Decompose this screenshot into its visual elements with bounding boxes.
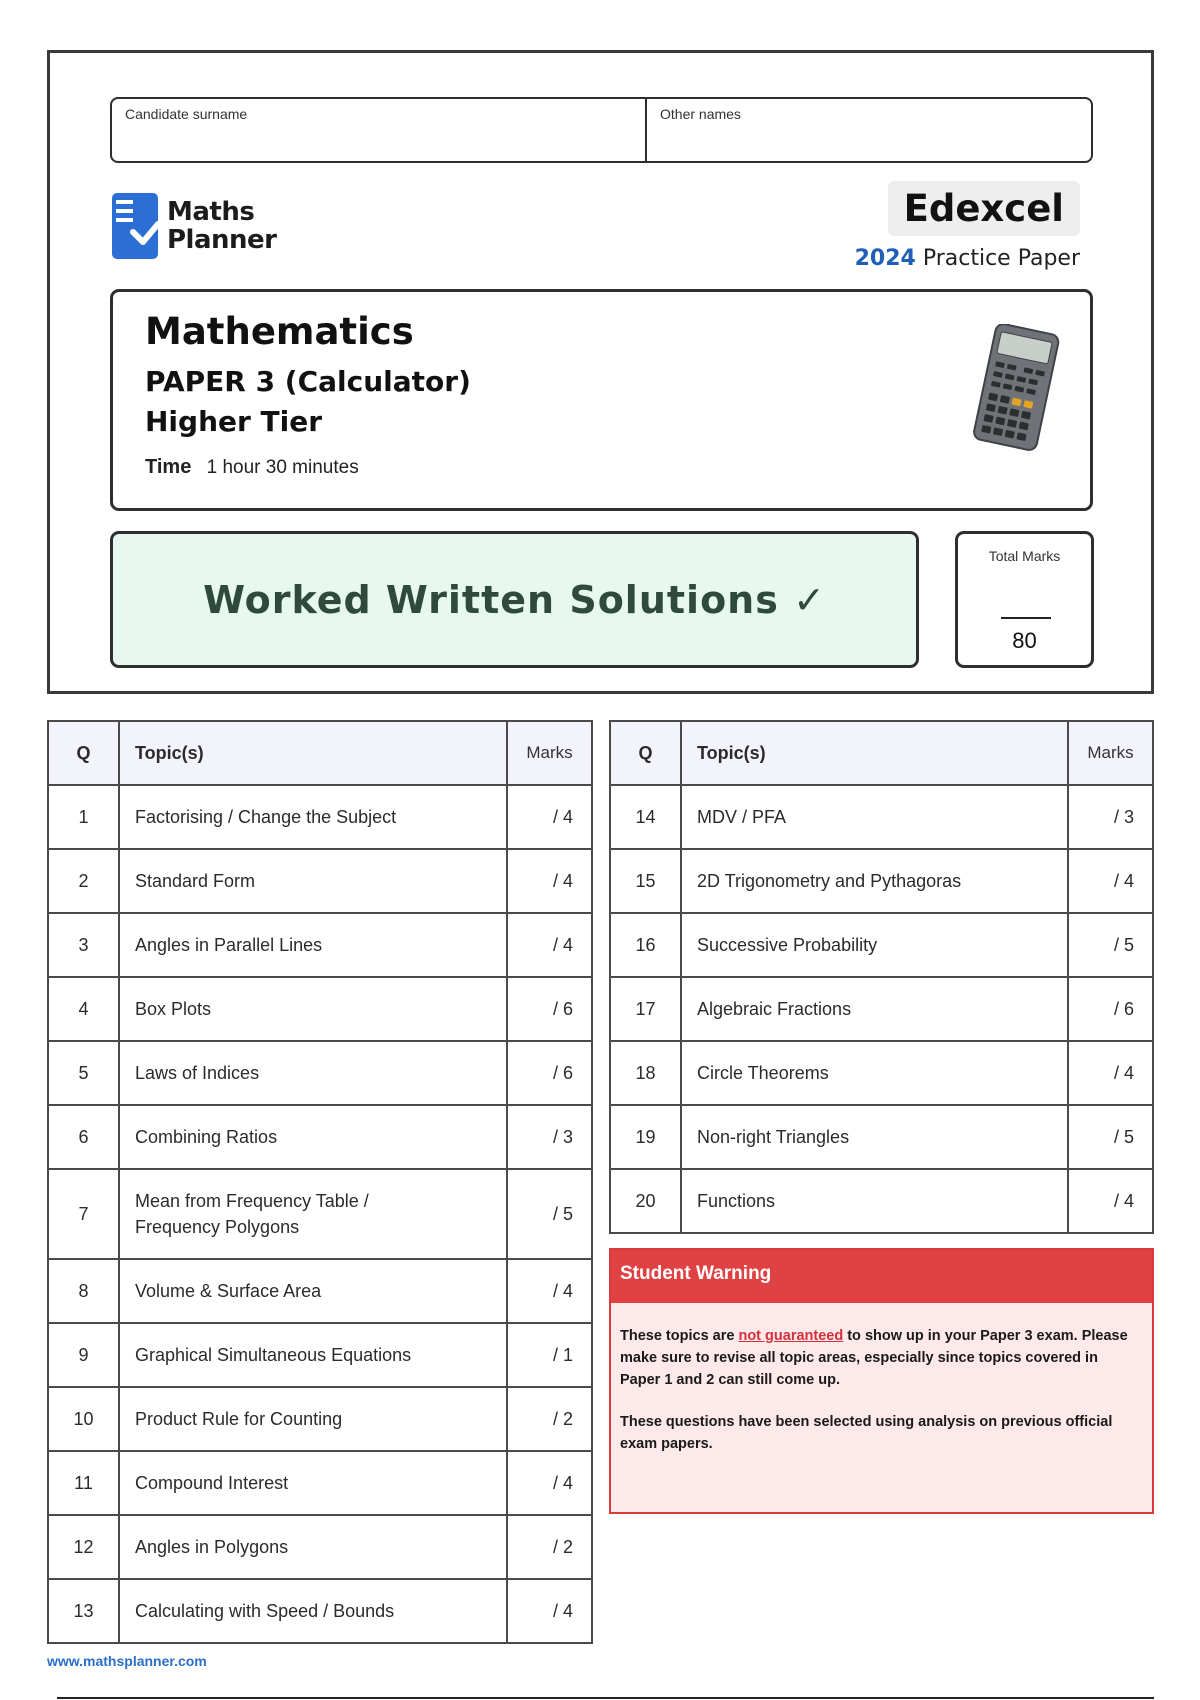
candidate-name-fields [110,97,1093,163]
table-row [48,1169,592,1259]
worked-solutions-banner [110,531,919,668]
warning-paragraph-1 [620,1325,1142,1391]
topic-cell: Mean from Frequency Table / Frequency Polygons [119,1169,507,1259]
warning-text-before: These topics are [620,1328,739,1344]
table-row [48,785,592,849]
topics-table-right [609,720,1154,1234]
surname-field[interactable] [112,99,647,161]
time-label: Time [145,456,192,478]
question-number: 3 [48,913,119,977]
topic-cell: Volume & Surface Area [119,1259,507,1323]
other-names-label: Other names [660,106,741,122]
marks-cell: / 4 [507,913,592,977]
table-row [610,1169,1153,1233]
topic-cell: Product Rule for Counting [119,1387,507,1451]
topic-cell: Graphical Simultaneous Equations [119,1323,507,1387]
question-number: 12 [48,1515,119,1579]
marks-cell: / 6 [507,977,592,1041]
marks-cell: / 1 [507,1323,592,1387]
table-header-row [610,721,1153,785]
student-warning-title: Student Warning [611,1250,1152,1303]
marks-cell: / 3 [1068,785,1153,849]
topic-cell: Laws of Indices [119,1041,507,1105]
marks-cell: / 4 [1068,1169,1153,1233]
question-number: 7 [48,1169,119,1259]
table-row [610,913,1153,977]
table-row [48,977,592,1041]
subject-title: Mathematics [145,310,414,353]
total-marks-value: 80 [1012,628,1037,653]
topic-cell: 2D Trigonometry and Pythagoras [681,849,1068,913]
surname-label: Candidate surname [125,106,248,122]
table-row [48,1323,592,1387]
paper-name: PAPER 3 (Calculator) [145,365,471,398]
marks-cell: / 4 [507,785,592,849]
question-number: 13 [48,1579,119,1643]
marks-cell: / 4 [507,849,592,913]
question-number: 18 [610,1041,681,1105]
topic-cell: Algebraic Fractions [681,977,1068,1041]
topic-cell: Circle Theorems [681,1041,1068,1105]
marks-header: Marks [1068,721,1153,785]
topic-cell: Combining Ratios [119,1105,507,1169]
marks-cell: / 5 [1068,1105,1153,1169]
marks-header: Marks [507,721,592,785]
table-row [48,1041,592,1105]
marks-cell: / 2 [507,1387,592,1451]
table-row [48,1105,592,1169]
time-value: 1 hour 30 minutes [206,457,359,478]
marks-cell: / 4 [1068,849,1153,913]
tier-name: Higher Tier [145,405,323,438]
question-number: 16 [610,913,681,977]
table-row [610,849,1153,913]
question-number: 14 [610,785,681,849]
time-row [145,456,359,479]
marks-cell: / 6 [1068,977,1153,1041]
question-number: 1 [48,785,119,849]
table-row [48,1579,592,1643]
calculator-icon [970,324,1062,452]
topic-cell: Non-right Triangles [681,1105,1068,1169]
total-marks-label: Total Marks [988,548,1061,564]
topic-header: Topic(s) [681,721,1068,785]
topic-cell: Angles in Polygons [119,1515,507,1579]
not-guaranteed-text: not guaranteed [738,1328,844,1344]
table-header-row [48,721,592,785]
topics-table-left [47,720,593,1644]
warning-paragraph-2: These questions have been selected using analysis on previous official exam papers. [620,1414,1113,1452]
topic-cell: Calculating with Speed / Bounds [119,1579,507,1643]
marks-cell: / 5 [1068,913,1153,977]
question-number: 2 [48,849,119,913]
question-number: 10 [48,1387,119,1451]
table-row [48,913,592,977]
table-row [48,1259,592,1323]
total-marks-box [955,531,1094,668]
marks-cell: / 5 [507,1169,592,1259]
topic-cell: Functions [681,1169,1068,1233]
marks-cell: / 4 [507,1451,592,1515]
marks-cell: / 6 [507,1041,592,1105]
question-number: 9 [48,1323,119,1387]
maths-planner-logo [111,192,277,260]
cover-panel [47,50,1154,694]
table-row [48,1451,592,1515]
table-row [48,849,592,913]
q-header: Q [610,721,681,785]
question-number: 20 [610,1169,681,1233]
logo-line-maths: Maths [167,197,255,227]
table-row [48,1387,592,1451]
student-warning-body [611,1303,1152,1455]
marks-cell: / 3 [507,1105,592,1169]
footer-rule [57,1697,1154,1699]
practice-paper-label [855,246,1080,271]
table-row [610,1105,1153,1169]
question-number: 6 [48,1105,119,1169]
warning-text-after: to show up in your Paper 3 exam. Please make sure to revise all topic areas, especially since topics covered in Paper 1 and 2 can still come up. [620,1328,1128,1388]
logo-wordmark [167,198,277,254]
question-number: 5 [48,1041,119,1105]
marks-cell: / 4 [507,1579,592,1643]
question-number: 19 [610,1105,681,1169]
topic-cell: Compound Interest [119,1451,507,1515]
table-row [610,977,1153,1041]
topic-header: Topic(s) [119,721,507,785]
total-marks-line [1001,617,1051,619]
other-names-field[interactable] [647,99,1091,161]
topic-cell: MDV / PFA [681,785,1068,849]
practice-year: 2024 [854,246,916,271]
question-number: 8 [48,1259,119,1323]
question-number: 17 [610,977,681,1041]
question-number: 4 [48,977,119,1041]
marks-cell: / 2 [507,1515,592,1579]
topic-cell: Box Plots [119,977,507,1041]
table-row [610,1041,1153,1105]
maths-planner-logo-icon [111,192,161,260]
question-number: 11 [48,1451,119,1515]
question-number: 15 [610,849,681,913]
marks-cell: / 4 [1068,1041,1153,1105]
topic-cell: Factorising / Change the Subject [119,785,507,849]
footer-website-link[interactable]: www.mathsplanner.com [47,1653,207,1669]
table-row [48,1515,592,1579]
paper-title-box [110,289,1093,511]
marks-cell: / 4 [507,1259,592,1323]
topic-cell: Angles in Parallel Lines [119,913,507,977]
topic-cell: Successive Probability [681,913,1068,977]
table-row [610,785,1153,849]
exam-board: Edexcel [888,181,1080,236]
worked-solutions-text: Worked Written Solutions ✓ [203,577,826,622]
logo-line-planner: Planner [167,225,277,255]
topic-cell: Standard Form [119,849,507,913]
practice-text: Practice Paper [922,246,1080,271]
student-warning-box [609,1248,1154,1514]
q-header: Q [48,721,119,785]
